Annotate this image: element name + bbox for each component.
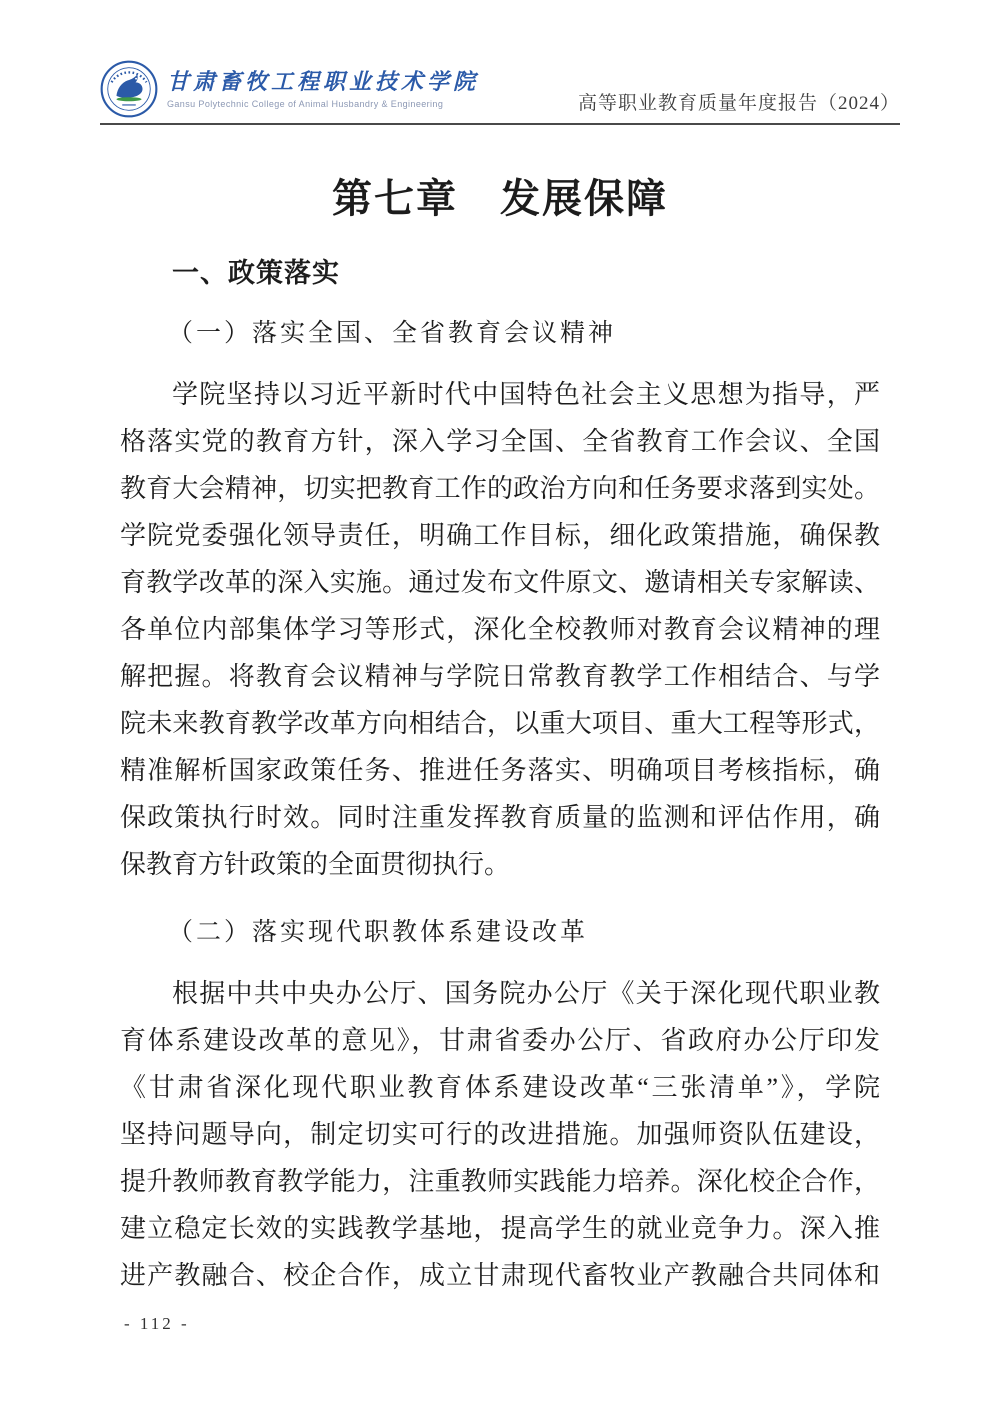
text-line: 提升教师教育教学能力，注重教师实践能力培养。深化校企合作， bbox=[120, 1167, 880, 1196]
text-line: 育教学改革的深入实施。通过发布文件原文、邀请相关专家解读、 bbox=[120, 568, 880, 597]
header-divider bbox=[100, 123, 900, 125]
page-number: - 112 - bbox=[124, 1314, 190, 1333]
section-heading: 一、政策落实 bbox=[172, 258, 340, 288]
chapter-title: 第七章 发展保障 bbox=[332, 176, 668, 221]
text-line: 建立稳定长效的实践教学基地，提高学生的就业竞争力。深入推 bbox=[120, 1214, 880, 1243]
paragraph-1 bbox=[120, 371, 880, 888]
text-line: 坚持问题导向，制定切实可行的改进措施。加强师资队伍建设， bbox=[120, 1120, 880, 1149]
page-body bbox=[0, 175, 1000, 1299]
subsection-heading-2: （二）落实现代职教体系建设改革 bbox=[168, 919, 589, 946]
text-line: 解把握。将教育会议精神与学院日常教育教学工作相结合、与学 bbox=[120, 662, 880, 691]
text-line: 进产教融合、校企合作，成立甘肃现代畜牧业产教融合共同体和 bbox=[120, 1261, 880, 1290]
text-line: 《甘肃省深化现代职业教育体系建设改革“三张清单”》，学院 bbox=[120, 1073, 880, 1102]
text-line: 学院坚持以习近平新时代中国特色社会主义思想为指导，严 bbox=[172, 380, 880, 409]
paragraph-2 bbox=[120, 970, 880, 1299]
report-title: 高等职业教育质量年度报告（2024） bbox=[577, 93, 900, 114]
text-line: 各单位内部集体学习等形式，深化全校教师对教育会议精神的理 bbox=[120, 615, 880, 644]
text-line: 教育大会精神，切实把教育工作的政治方向和任务要求落到实处。 bbox=[120, 474, 880, 503]
text-line: 学院党委强化领导责任，明确工作目标，细化政策措施，确保教 bbox=[120, 521, 880, 550]
text-line: 精准解析国家政策任务、推进任务落实、明确项目考核指标，确 bbox=[120, 756, 880, 785]
text-line: 格落实党的教育方针，深入学习全国、全省教育工作会议、全国 bbox=[120, 427, 880, 456]
school-logo bbox=[100, 60, 479, 118]
text-line: 保教育方针政策的全面贯彻执行。 bbox=[120, 850, 511, 879]
text-line: 保政策执行时效。同时注重发挥教育质量的监测和评估作用，确 bbox=[120, 803, 880, 832]
text-line: 育体系建设改革的意见》，甘肃省委办公厅、省政府办公厅印发 bbox=[120, 1026, 880, 1055]
school-name-cn: 甘肃畜牧工程职业技术学院 bbox=[167, 69, 480, 94]
page-header bbox=[0, 0, 1000, 125]
text-line: 根据中共中央办公厅、国务院办公厅《关于深化现代职业教 bbox=[172, 979, 880, 1008]
school-name-en: Gansu Polytechnic College of Animal Husbandry & Engineering bbox=[167, 99, 444, 109]
subsection-heading-1: （一）落实全国、全省教育会议精神 bbox=[168, 320, 617, 347]
text-line: 院未来教育教学改革方向相结合，以重大项目、重大工程等形式， bbox=[120, 709, 880, 738]
school-emblem-icon bbox=[100, 60, 158, 118]
